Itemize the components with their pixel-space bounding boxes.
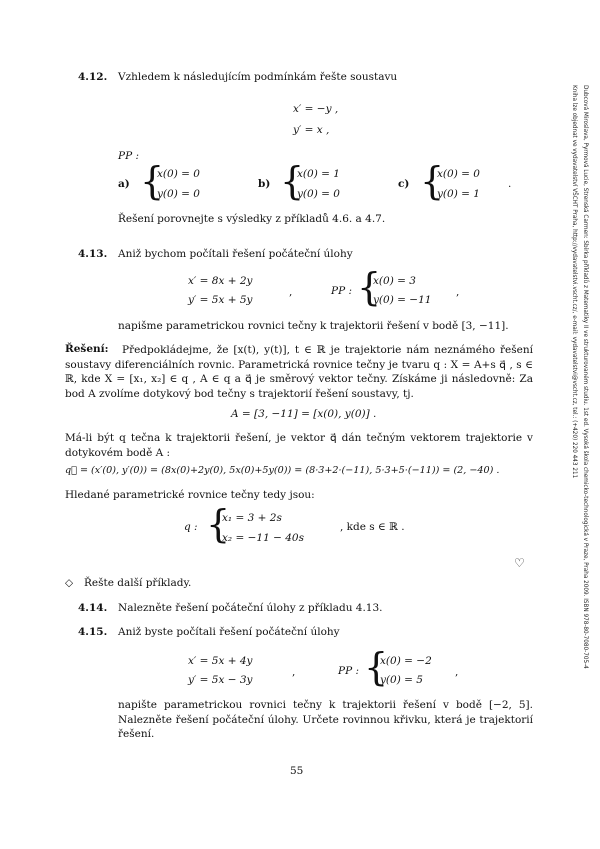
brace-pp: { — [364, 645, 389, 689]
q-eq-2: x₂ = −11 − 40s — [222, 532, 304, 544]
exercise-text: Aniž bychom počítali řešení počáteční úlohy — [118, 248, 353, 260]
case-c-eq-2: y(0) = 1 — [437, 188, 480, 200]
pp-eq-2: y(0) = 5 — [380, 674, 423, 686]
solution-paragraph-3: Hledané parametrické rovnice tečny tedy jsou: — [65, 489, 315, 501]
system-eq-1: x′ = 8x + 2y — [188, 275, 253, 287]
compare-text: Řešení porovnejte s výsledky z příkladů 4.6. a 4.7. — [118, 213, 386, 225]
comma: , — [292, 666, 296, 678]
brace-pp: { — [357, 265, 382, 309]
case-b-eq-1: x(0) = 1 — [297, 168, 340, 180]
citation-line-1: Dubcová Miroslava, Pyrmová Lucie, Strenská Carmen: Sbírka příkladů z Matematiky II ve strukturovaném studiu. 1st ed. Vysoká škola chemicko-technologická v Praze, Praha 2009. ISBN 978-80-7080-705-4 — [582, 85, 588, 669]
case-c-eq-1: x(0) = 0 — [437, 168, 480, 180]
q-label: q : — [184, 521, 198, 533]
solution-label: Řešení: — [65, 343, 109, 355]
q-eq-1: x₁ = 3 + 2s — [222, 512, 282, 524]
exercise-number: 4.14. — [78, 602, 108, 614]
exercise-text: Nalezněte řešení počáteční úlohy z příkladu 4.13. — [118, 602, 383, 614]
exercise-text: Aniž byste počítali řešení počáteční úlohy — [118, 626, 340, 638]
case-a-eq-2: y(0) = 0 — [157, 188, 200, 200]
brace-b: { — [280, 159, 305, 203]
exercise-number: 4.13. — [78, 248, 108, 260]
pp-eq-1: x(0) = −2 — [380, 655, 432, 667]
pp-label: PP : — [118, 150, 140, 162]
comma: , — [455, 666, 459, 678]
case-b-label: b) — [258, 178, 271, 190]
exercise-number: 4.15. — [78, 626, 108, 638]
page-number: 55 — [290, 765, 304, 777]
exercise-text: Vzhledem k následujícím podmínkám řešte soustavu — [118, 71, 398, 83]
equation-q: q⃗ = (x′(0), y′(0)) = (8x(0)+2y(0), 5x(0)+5y(0)) = (8·3+2·(−11), 5·3+5·(−11)) = (2, −40) . — [65, 465, 500, 476]
find-text: napišme parametrickou rovnici tečny k trajektorii řešení v bodě [3, −11]. — [118, 320, 509, 332]
system-eq-2: y′ = 5x − 3y — [188, 674, 253, 686]
brace-c: { — [420, 159, 445, 203]
case-b-eq-2: y(0) = 0 — [297, 188, 340, 200]
case-a-label: a) — [118, 178, 130, 190]
more-examples: Řešte další příklady. — [84, 577, 192, 589]
solution-paragraph-1: Předpokládejme, že [x(t), y(t)], t ∈ ℝ je trajektorie nám neznámého řešení soustavy diferenciálních rovnic. Parametrická rovnice tečny je tvaru q : X = A+s q⃗ , s ∈ ℝ, kde X = [x₁, x₂] ∈ q , A ∈ q a q⃗ je směrový vektor tečny. Získáme ji následovně: Za bod A zvolíme dotykový bod tečny s trajektorií řešení soustavy, tj. — [65, 344, 533, 400]
q-tail: , kde s ∈ ℝ . — [340, 521, 405, 533]
case-c-label: c) — [398, 178, 410, 190]
pp-label: PP : — [338, 665, 360, 677]
exercise-number: 4.12. — [78, 71, 108, 83]
comma: , — [289, 286, 293, 298]
comma: , — [456, 286, 460, 298]
system-eq-2: y′ = x , — [293, 124, 330, 136]
case-a-eq-1: x(0) = 0 — [157, 168, 200, 180]
brace-a: { — [140, 159, 165, 203]
equation-A: A = [3, −11] = [x(0), y(0)] . — [231, 408, 377, 420]
pp-eq-1: x(0) = 3 — [373, 275, 416, 287]
find-text: napište parametrickou rovnici tečny k trajektorii řešení v bodě [−2, 5]. Nalezněte řešení počáteční úlohy. Určete rovinnou křivku, která je trajektorií řešení. — [118, 699, 533, 740]
pp-eq-2: y(0) = −11 — [373, 294, 432, 306]
case-c-end: . — [508, 178, 512, 190]
system-eq-1: x′ = 5x + 4y — [188, 655, 253, 667]
end-mark: ♡ — [514, 556, 525, 570]
system-eq-2: y′ = 5x + 5y — [188, 294, 253, 306]
citation-line-2: Kniha lze objednat ve vydavatelství VŠCHT Praha, http://vydavatelstvi.vscht.cz/, e-mail: vydavatelstvi@vscht.cz, tel.: (+420) 220 443 211 — [571, 85, 578, 479]
solution-paragraph-2: Má-li být q tečna k trajektorii řešení, je vektor q⃗ dán tečným vektorem trajektorie v dotykovém bodě A : — [65, 432, 533, 459]
pp-label: PP : — [331, 285, 353, 297]
brace-q: { — [206, 502, 231, 546]
diamond-icon: ◇ — [65, 577, 74, 589]
system-eq-1: x′ = −y , — [293, 103, 339, 115]
